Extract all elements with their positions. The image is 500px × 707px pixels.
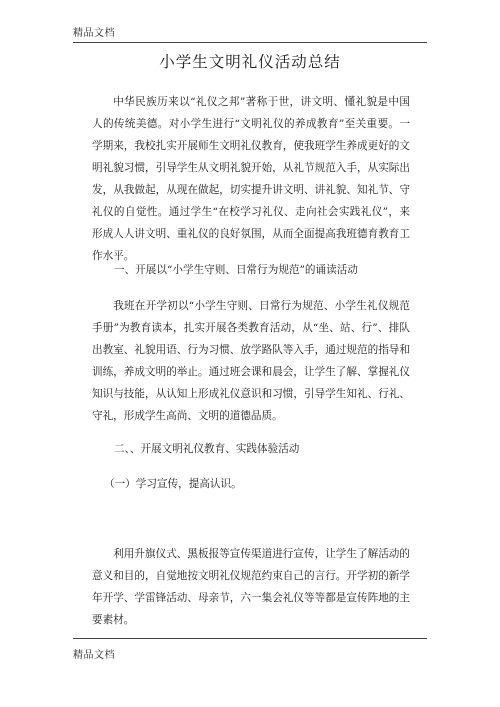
document-title: 小学生文明礼仪活动总结 xyxy=(159,53,341,71)
header-label: 精品文档 xyxy=(73,28,115,39)
footer-divider xyxy=(73,638,427,639)
section-heading-2: 二、、开展文明礼仪教育、实践体验活动 xyxy=(114,443,300,455)
section-1-paragraph: 我班在开学初以“小学生守则、日常行为规范、小学生礼仪规范手册”为教育读本，扎实开展各类教育活动，从“坐、站、行”、排队出教室、礼貌用语、行为习惯、放学路队等入手，通过规范的指导和训练，养成文明的举止。通过班会课和晨会，让学生了解、掌握礼仪知识与技能，从认知上形成礼仪意识和习惯，引导学生知礼、行礼、守礼，形成学生高尚、文明的道德品质。 xyxy=(92,300,410,422)
section-2-paragraph: 利用升旗仪式、黑板报等宣传渠道进行宣传，让学生了解活动的意义和目的，自觉地按文明礼仪规范约束自己的言行。开学初的新学年开学、学雷锋活动、母亲节，六一集会礼仪等等都是宣传阵地的主要素材。 xyxy=(92,548,410,626)
intro-paragraph: 中华民族历来以“礼仪之邦”著称于世，讲文明、懂礼貌是中国人的传统美德。对小学生进行“文明礼仪的养成教育”至关重要。一学期来，我校扎实开展师生文明礼仪教育，使我班学生养成更好的文明礼貌习惯，引导学生从文明礼貌开始，从礼节规范入手，从实际出发，从我做起，从现在做起，切实提升讲文明、讲礼貌、知礼节、守礼仪的自觉性。通过学生“在校学习礼仪、走向社会实践礼仪”，来形成人人讲文明、重礼仪的良好氛围，从而全面提高我班德育教育工作水平。 xyxy=(92,96,410,262)
footer-label: 精品文档 xyxy=(73,650,115,661)
section-heading-1: 一、开展以“小学生守则、日常行为规范”的诵读活动 xyxy=(114,264,358,276)
subsection-heading-2-1: （一）学习宣传，提高认识。 xyxy=(104,478,242,490)
header-divider xyxy=(73,42,427,43)
